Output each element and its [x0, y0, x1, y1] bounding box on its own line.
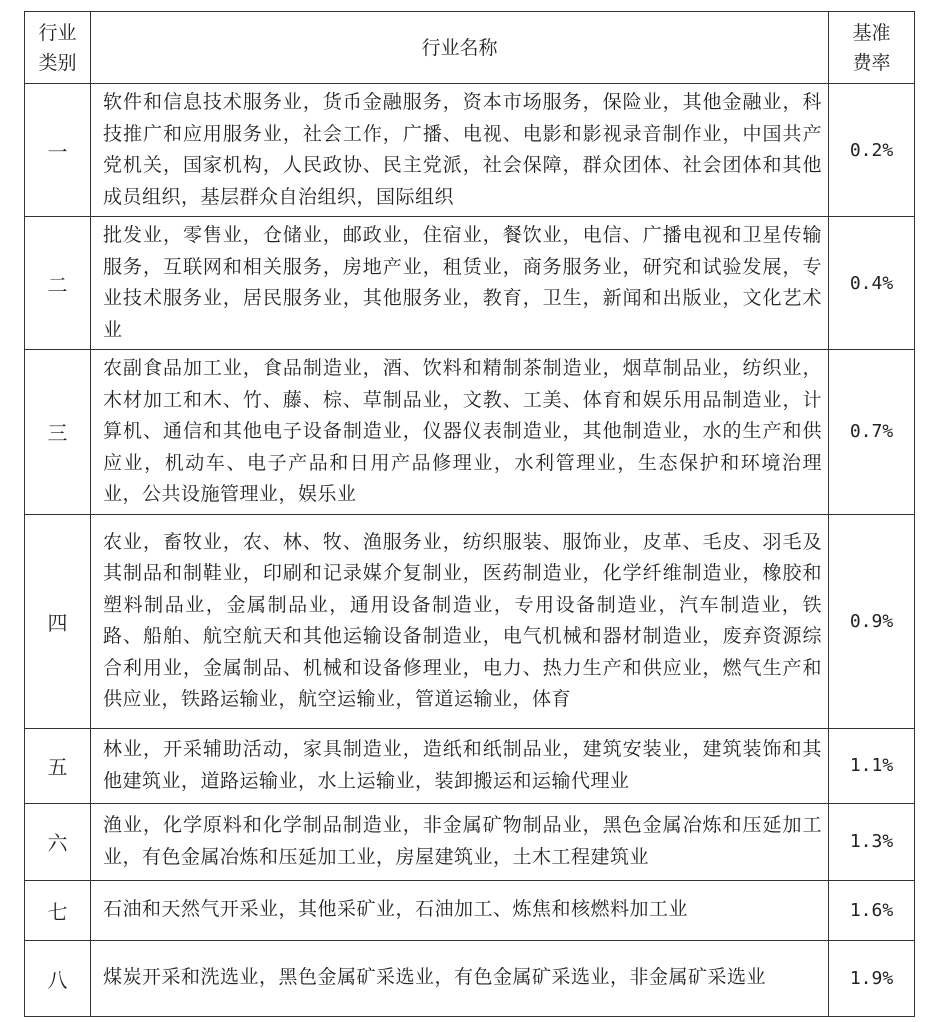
row-category: 六: [25, 803, 91, 880]
table-row: [25, 940, 915, 1016]
row-industry-names: 石油和天然气开采业，其他采矿业，石油加工、炼焦和核燃料加工业: [91, 880, 829, 940]
table-row: [25, 217, 915, 350]
row-category: 七: [25, 880, 91, 940]
table-row: [25, 514, 915, 728]
row-category: 二: [25, 217, 91, 350]
row-industry-names: 煤炭开采和洗选业，黑色金属矿采选业，有色金属矿采选业，非金属矿采选业: [91, 940, 829, 1016]
row-industry-names: 农业，畜牧业，农、林、牧、渔服务业，纺织服装、服饰业，皮革、毛皮、羽毛及其制品和制鞋业，印刷和记录媒介复制业，医药制造业，化学纤维制造业，橡胶和塑料制品业，金属制品业，通用设备制造业，专用设备制造业，汽车制造业，铁路、船舶、航空航天和其他运输设备制造业，电气机械和器材制造业，废弃资源综合利用业，金属制品、机械和设备修理业，电力、热力生产和供应业，燃气生产和供应业，铁路运输业，航空运输业，管道运输业，体育: [91, 514, 829, 728]
row-base-rate: 1.1%: [829, 728, 915, 803]
table-row: [25, 728, 915, 803]
table-row: [25, 350, 915, 515]
header-category: 行业类别: [25, 12, 91, 84]
row-industry-names: 渔业，化学原料和化学制品制造业，非金属矿物制品业，黑色金属冶炼和压延加工业，有色金属冶炼和压延加工业，房屋建筑业，土木工程建筑业: [91, 803, 829, 880]
row-base-rate: 1.6%: [829, 880, 915, 940]
row-base-rate: 0.2%: [829, 84, 915, 217]
row-base-rate: 0.9%: [829, 514, 915, 728]
row-category: 五: [25, 728, 91, 803]
row-industry-names: 农副食品加工业，食品制造业，酒、饮料和精制茶制造业，烟草制品业，纺织业，木材加工和木、竹、藤、棕、草制品业，文教、工美、体育和娱乐用品制造业，计算机、通信和其他电子设备制造业，仪器仪表制造业，其他制造业，水的生产和供应业，机动车、电子产品和日用产品修理业，水利管理业，生态保护和环境治理业，公共设施管理业，娱乐业: [91, 350, 829, 515]
row-base-rate: 1.3%: [829, 803, 915, 880]
row-base-rate: 0.7%: [829, 350, 915, 515]
table-header-row: [25, 12, 915, 84]
table-row: [25, 880, 915, 940]
industry-rate-table: [24, 11, 915, 1017]
row-base-rate: 1.9%: [829, 940, 915, 1016]
row-industry-names: 软件和信息技术服务业，货币金融服务，资本市场服务，保险业，其他金融业，科技推广和应用服务业，社会工作，广播、电视、电影和影视录音制作业，中国共产党机关，国家机构，人民政协、民主党派，社会保障，群众团体、社会团体和其他成员组织，基层群众自治组织，国际组织: [91, 84, 829, 217]
header-name: 行业名称: [91, 12, 829, 84]
row-category: 一: [25, 84, 91, 217]
row-base-rate: 0.4%: [829, 217, 915, 350]
row-category: 三: [25, 350, 91, 515]
row-category: 四: [25, 514, 91, 728]
table-row: [25, 803, 915, 880]
row-category: 八: [25, 940, 91, 1016]
row-industry-names: 批发业，零售业，仓储业，邮政业，住宿业，餐饮业，电信、广播电视和卫星传输服务，互联网和相关服务，房地产业，租赁业，商务服务业，研究和试验发展，专业技术服务业，居民服务业，其他服务业，教育，卫生，新闻和出版业，文化艺术业: [91, 217, 829, 350]
row-industry-names: 林业，开采辅助活动，家具制造业，造纸和纸制品业，建筑安装业，建筑装饰和其他建筑业，道路运输业，水上运输业，装卸搬运和运输代理业: [91, 728, 829, 803]
header-rate: 基准费率: [829, 12, 915, 84]
table-row: [25, 84, 915, 217]
